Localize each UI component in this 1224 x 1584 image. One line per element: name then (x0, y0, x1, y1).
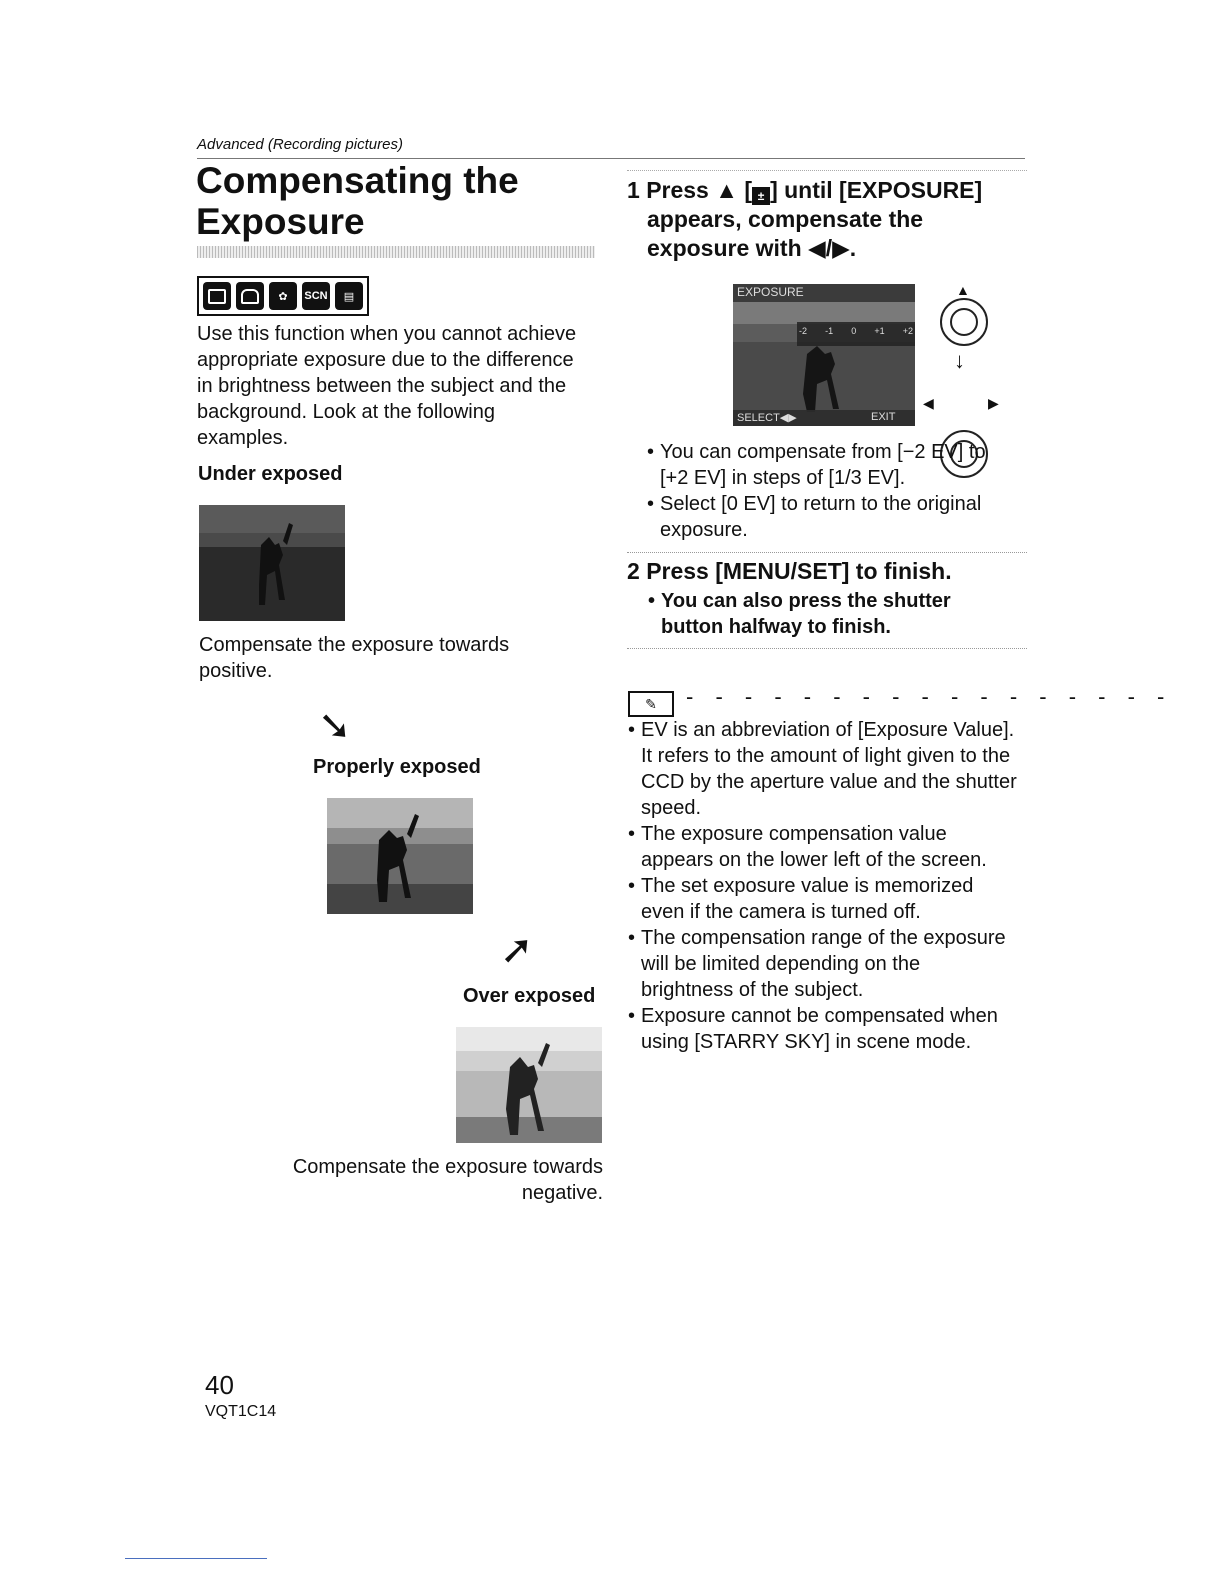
over-exposed-photo (456, 1027, 602, 1143)
cursor-button-icon (940, 298, 988, 346)
under-exposed-photo (199, 505, 345, 621)
exposure-comp-icon: ± (752, 187, 770, 205)
page-title: Compensating the Exposure (196, 160, 519, 242)
screen-select-label: SELECT◀▶ (737, 412, 797, 424)
screen-exit-label: EXIT (871, 411, 896, 423)
camera-icon (203, 282, 231, 310)
step-2-note (648, 588, 1018, 640)
page-number: 40 (205, 1370, 234, 1400)
bottom-rule (125, 1558, 267, 1559)
ev-scale: -2 -1 0 +1 +2 (799, 326, 913, 336)
properly-exposed-label: Properly exposed (313, 756, 481, 778)
model-code: VQT1C14 (205, 1403, 277, 1420)
screen-title: EXPOSURE (737, 285, 804, 299)
arrow-up-left-icon: ➚ (500, 928, 534, 972)
step-1: 1 Press ▲ [ ± ] until [EXPOSURE] appears, compensate the exposure with ◀/▶. (627, 177, 983, 261)
note-dashes: - - - - - - - - - - - - - - - - - (686, 684, 1173, 709)
under-exposed-label: Under exposed (198, 463, 343, 485)
list-item: • The set exposure value is memorized even if the camera is turned off. (628, 873, 1028, 925)
section-label: Advanced (Recording pictures) (197, 136, 403, 153)
exposure-menu-screen (733, 284, 915, 426)
title-underline (197, 246, 595, 258)
list-item: • Select [0 EV] to return to the original exposure. (647, 491, 1022, 543)
over-exposed-label: Over exposed (463, 985, 596, 1007)
scene-mode-icon: SCN (302, 282, 330, 310)
left-triangle-icon: ◀ (923, 395, 934, 411)
movie-icon: ▤ (335, 282, 363, 310)
list-item: • The exposure compensation value appears on the lower left of the screen. (628, 821, 1028, 873)
list-item: • EV is an abbreviation of [Exposure Value]. It refers to the amount of light given to the CCD by the aperture value and the shutter speed. (628, 717, 1028, 821)
list-item: • The compensation range of the exposure will be limited depending on the brightness of the subject. (628, 925, 1028, 1003)
divider (627, 552, 1027, 553)
auto-camera-icon (236, 282, 264, 310)
over-exposed-caption: Compensate the exposure towards negative. (292, 1156, 603, 1204)
notes-list (628, 717, 1028, 1055)
right-triangle-icon: ▶ (988, 395, 999, 411)
recording-mode-icons (197, 276, 369, 316)
step-1-notes (647, 439, 1022, 543)
under-exposed-caption: Compensate the exposure towards positive. (199, 634, 510, 682)
note-book-icon: ✎ (628, 691, 674, 717)
header-rule (197, 158, 1025, 159)
list-item: • Exposure cannot be compensated when using [STARRY SKY] in scene mode. (628, 1003, 1028, 1055)
arrow-down-icon: ↓ (954, 348, 965, 373)
arrow-down-right-icon: ➘ (318, 704, 352, 748)
list-item: • You can compensate from [−2 EV] to [+2 EV] in steps of [1/3 EV]. (647, 439, 1022, 491)
step-rule (627, 170, 1027, 171)
properly-exposed-photo (327, 798, 473, 914)
list-item: • You can also press the shutter button halfway to finish. (648, 588, 1018, 640)
macro-icon: ✿ (269, 282, 297, 310)
intro-paragraph: Use this function when you cannot achieve appropriate exposure due to the difference in brightness between the subject and the background. Look at the following examples. (197, 323, 577, 449)
divider (627, 648, 1027, 649)
step-2: 2 Press [MENU/SET] to finish. (627, 558, 952, 584)
up-triangle-icon: ▲ (956, 282, 970, 298)
